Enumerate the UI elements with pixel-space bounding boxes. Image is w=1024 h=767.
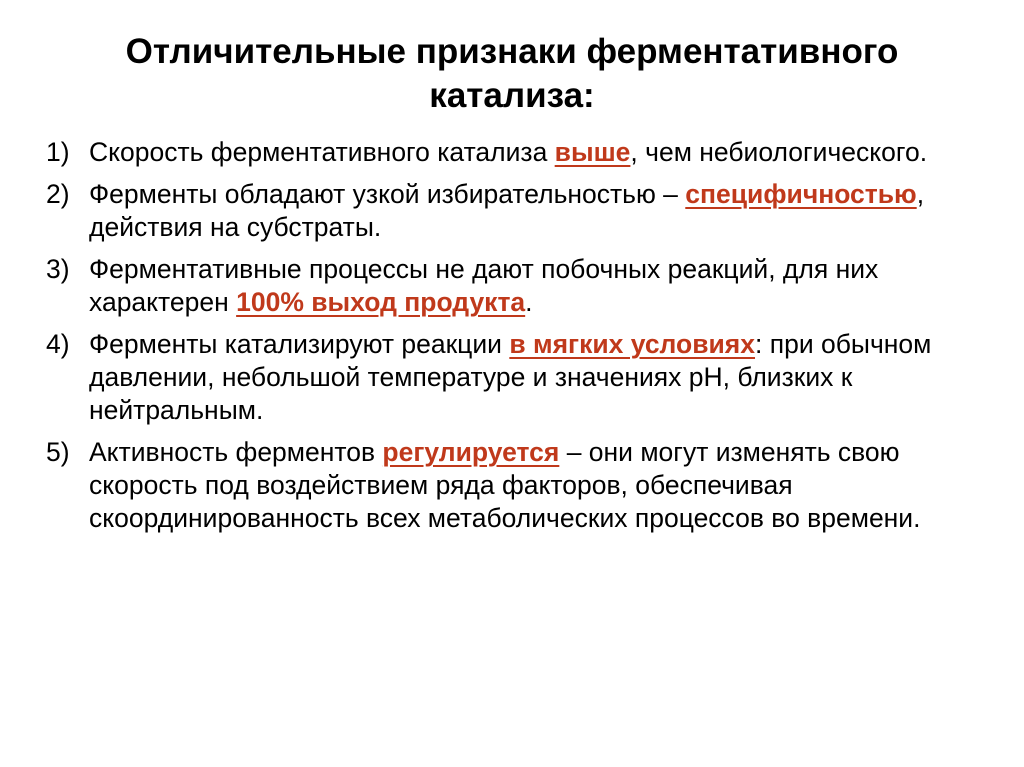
list-item (46, 136, 986, 169)
item-highlight: в мягких условиях (509, 329, 756, 359)
item-number: 3) (46, 254, 70, 284)
item-text: , действия на субстраты. (89, 179, 925, 242)
item-highlight: регулируется (382, 437, 560, 467)
item-highlight: выше (554, 137, 631, 167)
item-text: Ферментативные процессы не дают побочных реакций, для них характерен (89, 254, 879, 317)
slide-title: Отличительные признаки ферментативного катализа: (125, 32, 899, 115)
item-text: , чем небиологического. (630, 137, 928, 167)
item-number: 5) (46, 437, 70, 467)
item-number: 4) (46, 329, 70, 359)
list-item (46, 178, 986, 244)
list-item (46, 328, 986, 427)
list-item (46, 436, 986, 535)
item-number: 2) (46, 179, 70, 209)
item-text: : при обычном давлении, небольшой температуре и значениях pH, близких к нейтральным. (89, 329, 932, 425)
list-item (46, 253, 986, 319)
item-text: – они могут изменять свою скорость под воздействием ряда факторов, обеспечивая скоординированность всех метаболических процессов во времени. (89, 437, 921, 533)
item-text: . (525, 287, 533, 317)
item-text: Активность ферментов (89, 437, 383, 467)
item-number: 1) (46, 137, 70, 167)
features-list (46, 136, 986, 544)
item-highlight: 100% выход продукта (236, 287, 526, 317)
item-text: Ферменты обладают узкой избирательностью – (89, 179, 686, 209)
item-text: Скорость ферментативного катализа (89, 137, 555, 167)
item-text: Ферменты катализируют реакции (89, 329, 510, 359)
item-highlight: специфичностью (685, 179, 917, 209)
